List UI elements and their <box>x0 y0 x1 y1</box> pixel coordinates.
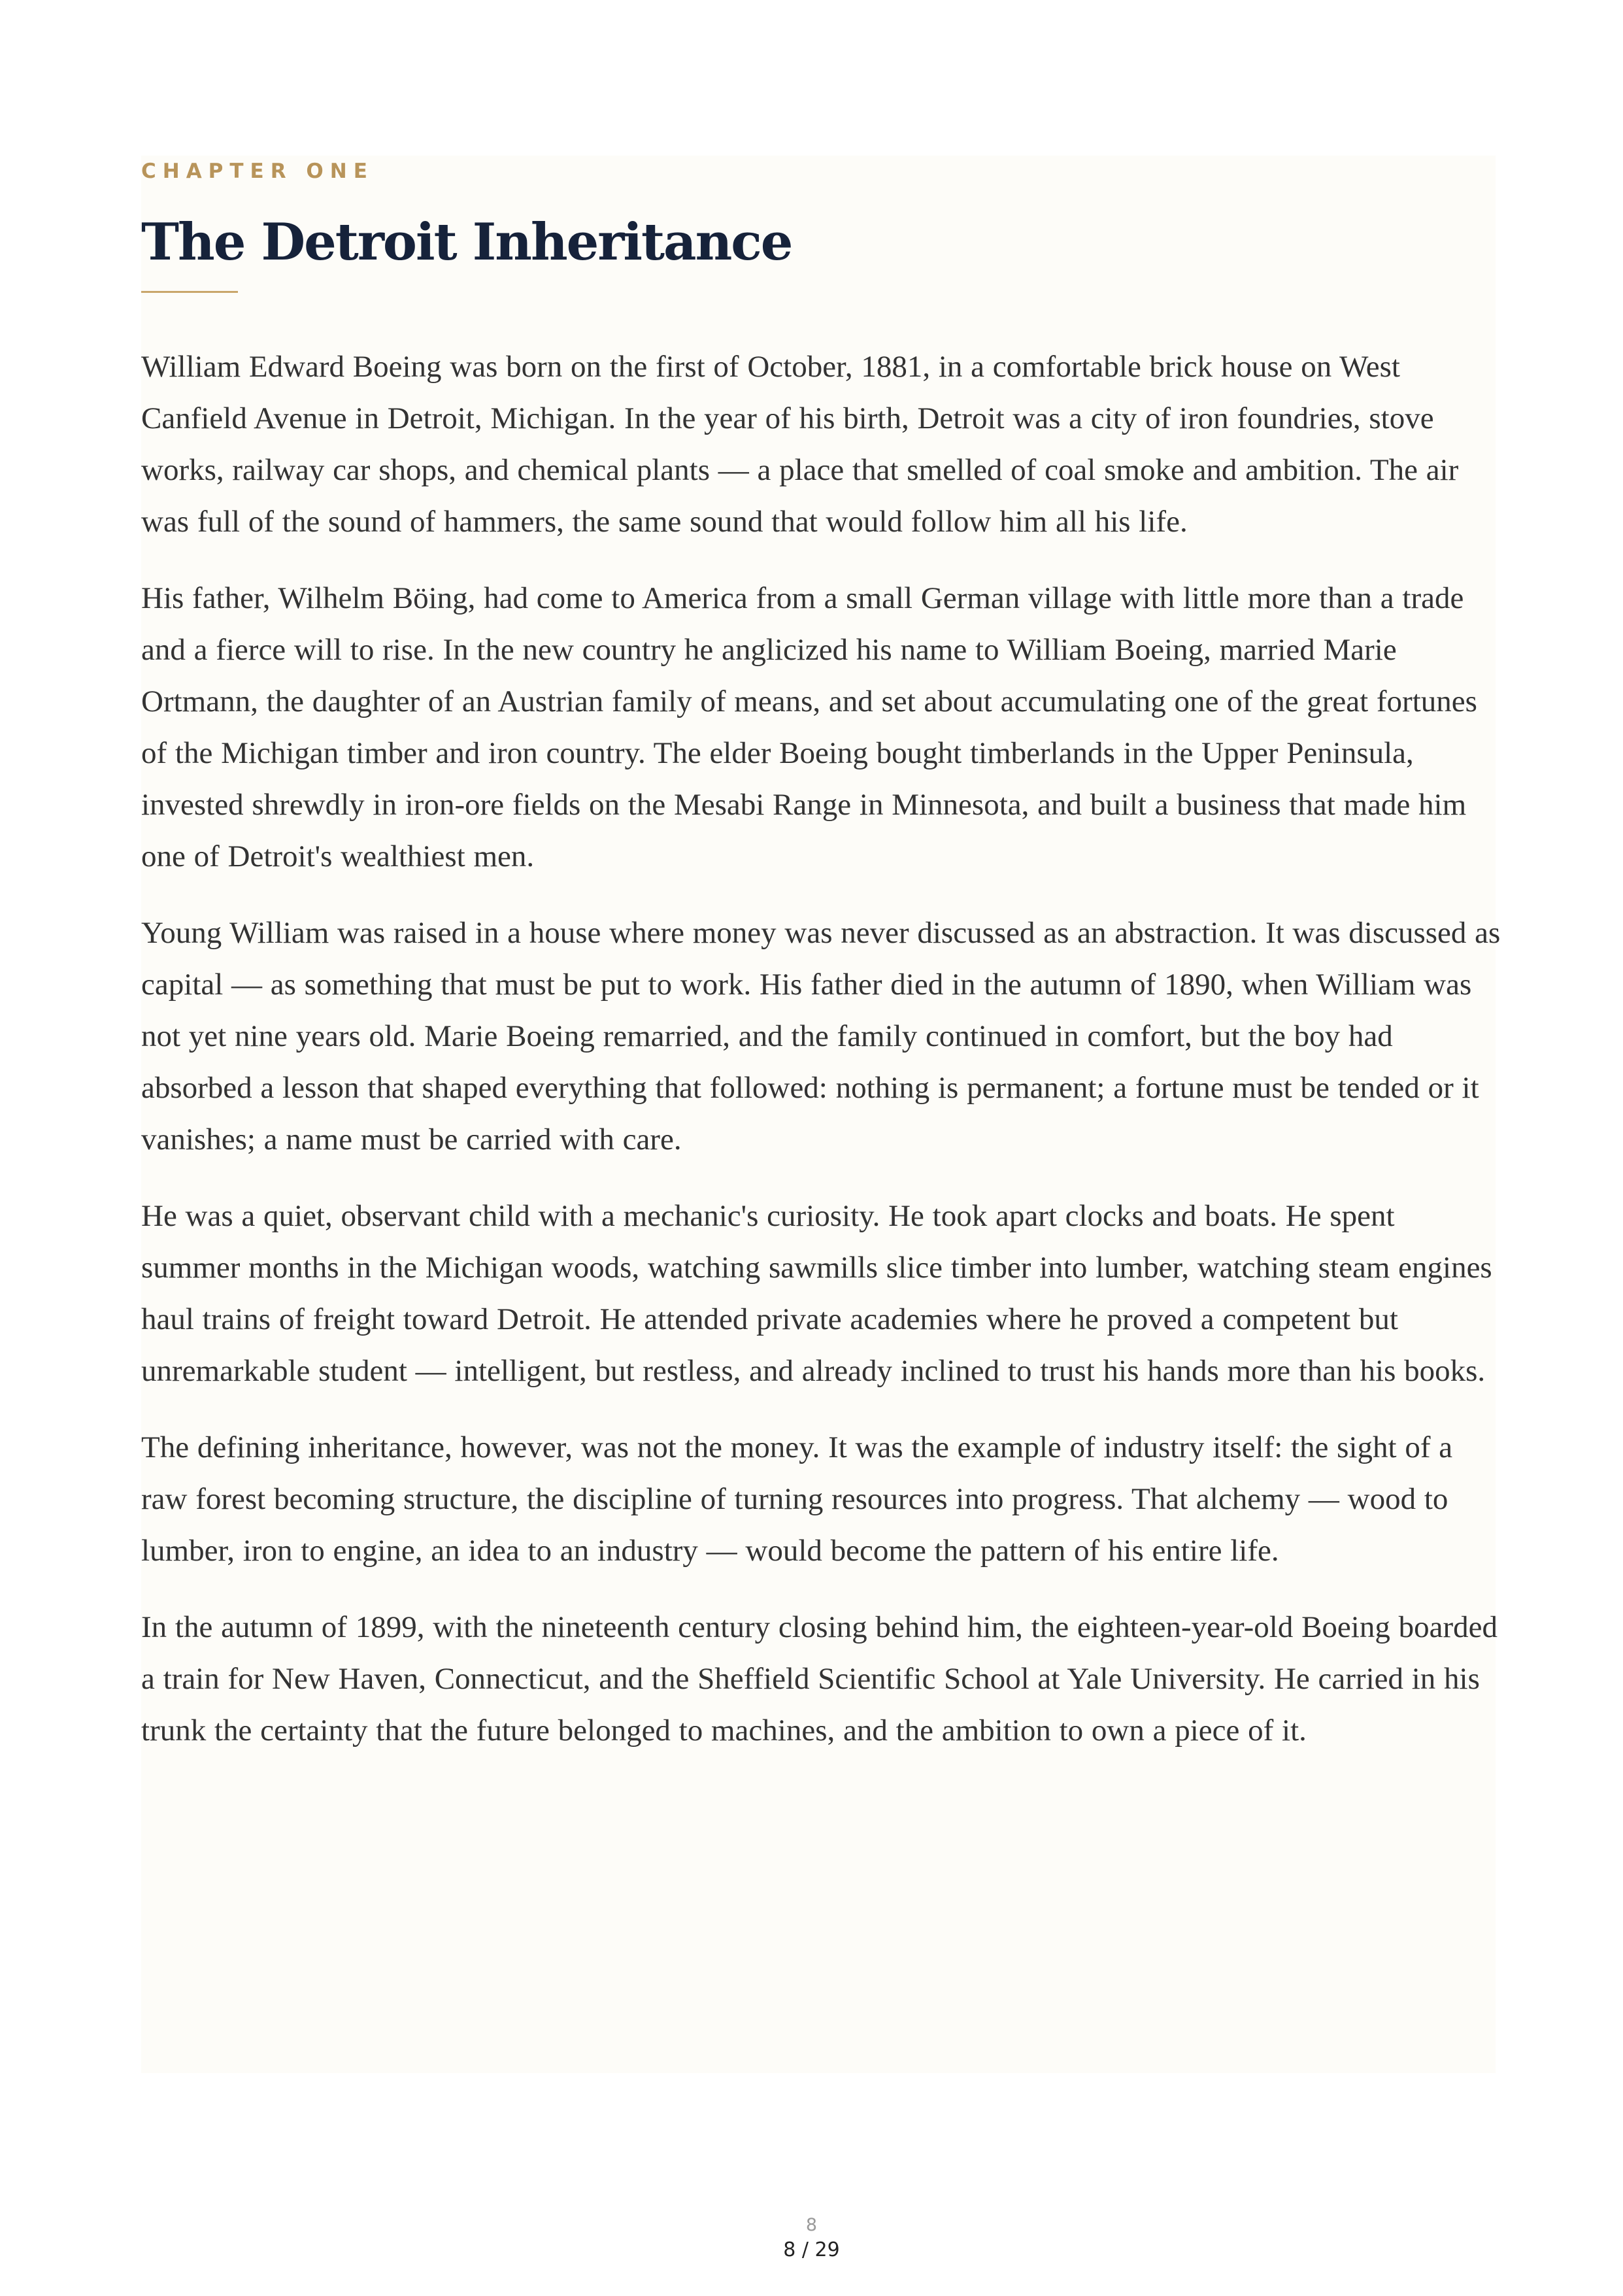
paragraph: His father, Wilhelm Böing, had come to America from a small German village with little more than a trade and a fierce will to rise. In the new country he anglicized his name to William Boeing, married Marie Ortmann, the daughter of an Austrian family of means, and set about accumulating one of the great fortunes of the Michigan timber and iron country. The elder Boeing bought timberlands in the Upper Peninsula, invested shrewdly in iron-ore fields on the Mesabi Range in Minnesota, and built a business that made him one of Detroit's wealthiest men. <box>141 581 1477 873</box>
paragraph: William Edward Boeing was born on the first of October, 1881, in a comfortable brick house on West Canfield Avenue in Detroit, Michigan. In the year of his birth, Detroit was a city of iron foundries, stove works, railway car shops, and chemical plants — a place that smelled of coal smoke and ambition. The air was full of the sound of hammers, the same sound that would follow him all his life. <box>141 350 1459 539</box>
paragraph: The defining inheritance, however, was not the money. It was the example of industry itself: the sight of a raw forest becoming structure, the discipline of turning resources into progress. That alchemy — wood to lumber, iron to engine, an idea to an industry — would become the pattern of his entire life. <box>141 1430 1453 1568</box>
page-number: 8 <box>805 2215 818 2235</box>
paragraph: Young William was raised in a house where money was never discussed as an abstraction. It was discussed as capital — as something that must be put to work. His father died in the autumn of 1890, when William was not yet nine years old. Marie Boeing remarried, and the family continued in comfort, but the boy had absorbed a lesson that shaped everything that followed: nothing is permanent; a fortune must be tended or it vanishes; a name must be carried with care. <box>141 916 1501 1156</box>
chapter-label: CHAPTER ONE <box>141 160 374 183</box>
paragraph: He was a quiet, observant child with a mechanic's curiosity. He took apart clocks and boats. He spent summer months in the Michigan woods, watching sawmills slice timber into lumber, watching steam engines haul trains of freight toward Detroit. He attended private academies where he proved a competent but unremarkable student — intelligent, but restless, and already inclined to trust his hands more than his books. <box>141 1199 1492 1388</box>
chapter-body <box>141 341 1501 1781</box>
paragraph: In the autumn of 1899, with the nineteenth century closing behind him, the eighteen-year-old Boeing boarded a train for New Haven, Connecticut, and the Sheffield Scientific School at Yale University. He carried in his trunk the certainty that the future belonged to machines, and the ambition to own a piece of it. <box>141 1610 1498 1747</box>
chapter-title: The Detroit Inheritance <box>141 212 792 272</box>
page-indicator: 8 / 29 <box>783 2238 840 2261</box>
title-underline <box>141 291 238 293</box>
